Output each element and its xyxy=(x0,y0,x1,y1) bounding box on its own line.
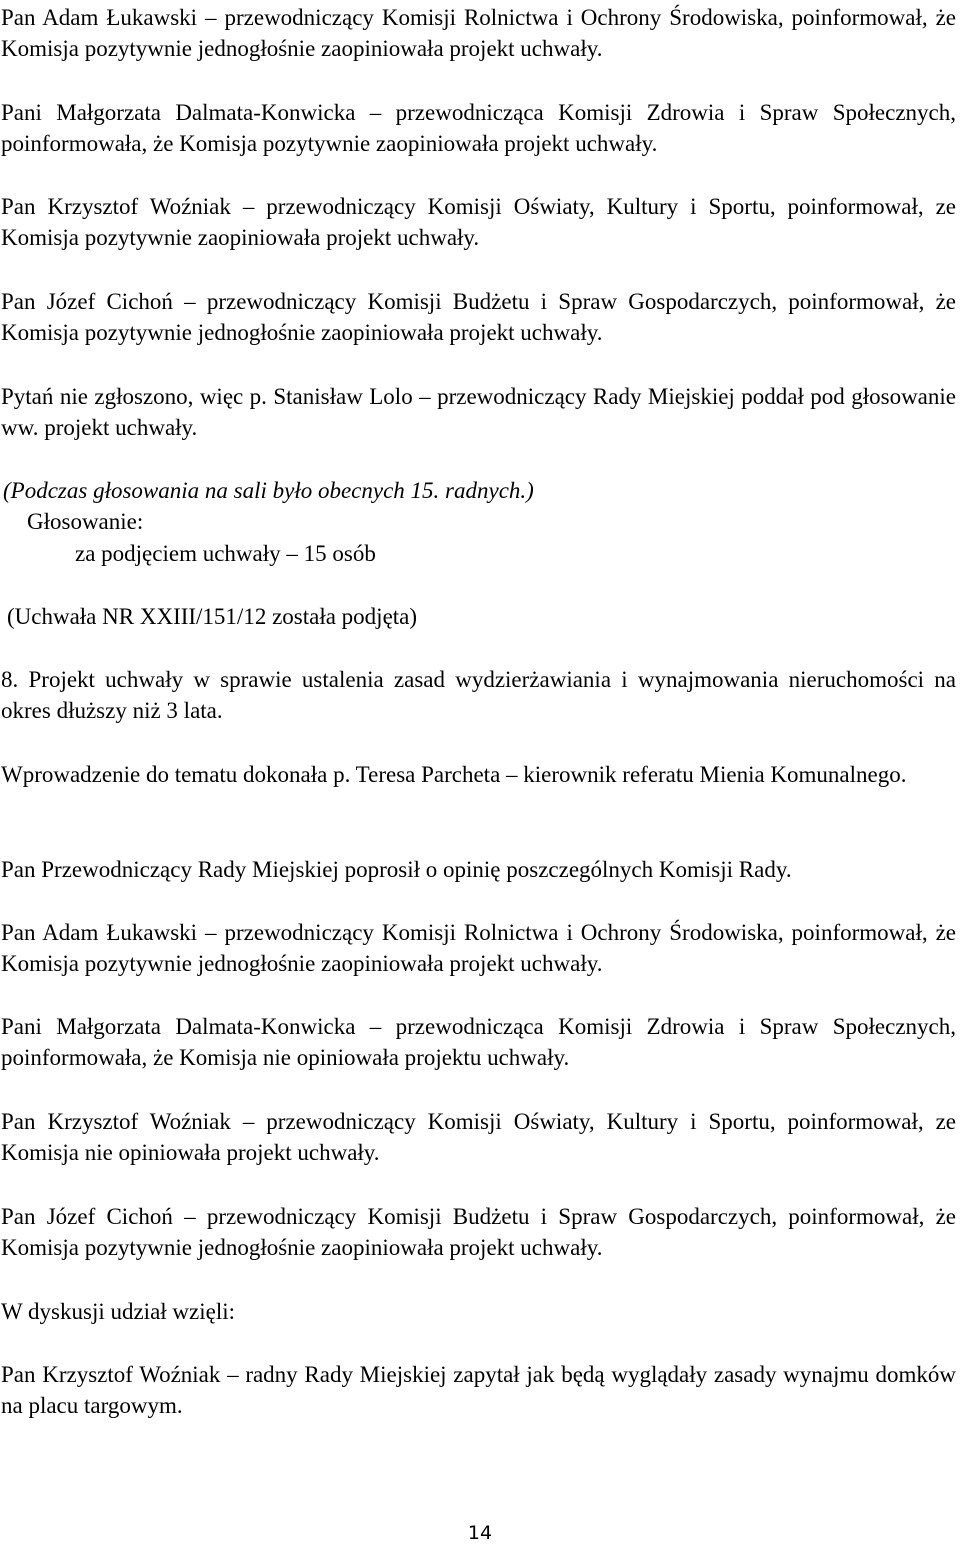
discussion-wozniak-question: Pan Krzysztof Woźniak – radny Rady Miejskiej zapytał jak będą wyglądały zasady wynajmu domków na placu targowym. xyxy=(1,1362,956,1418)
paragraph-lukawski-opinion: Pan Adam Łukawski – przewodniczący Komisji Rolnictwa i Ochrony Środowiska, poinformował, że Komisja pozytywnie jednogłośnie zaopiniowała projekt uchwały. xyxy=(1,5,956,61)
paragraph-vote-call: Pytań nie zgłoszono, więc p. Stanisław Lolo – przewodniczący Rady Miejskiej poddał pod głosowanie ww. projekt uchwały. xyxy=(1,384,956,440)
attendance-note: (Podczas głosowania na sali było obecnych 15. radnych.) xyxy=(3,478,534,503)
paragraph-wozniak-opinion: Pan Krzysztof Woźniak – przewodniczący Komisji Oświaty, Kultury i Sportu, poinformował, ze Komisja pozytywnie zaopiniowała projekt uchwały. xyxy=(1,194,956,250)
vote-label: Głosowanie: xyxy=(27,509,144,534)
page-number: 14 xyxy=(467,1522,493,1544)
opinion-request: Pan Przewodniczący Rady Miejskiej poprosił o opinię poszczególnych Komisji Rady. xyxy=(1,857,792,882)
paragraph-cichon-opinion-item8: Pan Józef Cichoń – przewodniczący Komisji Budżetu i Spraw Gospodarczych, poinformował, że Komisja pozytywnie jednogłośnie zaopiniowała projekt uchwały. xyxy=(1,1204,956,1260)
resolution-status: (Uchwała NR XXIII/151/12 została podjęta) xyxy=(7,604,418,629)
agenda-item-8-title: 8. Projekt uchwały w sprawie ustalenia zasad wydzierżawiania i wynajmowania nieruchomości na okres dłuższy niż 3 lata. xyxy=(1,667,956,723)
paragraph-cichon-opinion: Pan Józef Cichoń – przewodniczący Komisji Budżetu i Spraw Gospodarczych, poinformował, że Komisja pozytywnie jednogłośnie zaopiniowała projekt uchwały. xyxy=(1,289,956,345)
topic-introduction: Wprowadzenie do tematu dokonała p. Teresa Parcheta – kierownik referatu Mienia Komunalnego. xyxy=(1,762,907,787)
vote-result: za podjęciem uchwały – 15 osób xyxy=(75,541,376,566)
paragraph-lukawski-opinion-item8: Pan Adam Łukawski – przewodniczący Komisji Rolnictwa i Ochrony Środowiska, poinformował, że Komisja pozytywnie jednogłośnie zaopiniowała projekt uchwały. xyxy=(1,920,956,976)
paragraph-dalmata-konwicka-opinion: Pani Małgorzata Dalmata-Konwicka – przewodnicząca Komisji Zdrowia i Spraw Społecznych, poinformowała, że Komisja pozytywnie zaopiniowała projekt uchwały. xyxy=(1,100,956,156)
paragraph-wozniak-opinion-item8: Pan Krzysztof Woźniak – przewodniczący Komisji Oświaty, Kultury i Sportu, poinformował, ze Komisja nie opiniowała projekt uchwały. xyxy=(1,1109,956,1165)
paragraph-dalmata-konwicka-opinion-item8: Pani Małgorzata Dalmata-Konwicka – przewodnicząca Komisji Zdrowia i Spraw Społecznych, poinformowała, że Komisja nie opiniowała projektu uchwały. xyxy=(1,1014,956,1070)
discussion-label: W dyskusji udział wzięli: xyxy=(1,1299,236,1324)
